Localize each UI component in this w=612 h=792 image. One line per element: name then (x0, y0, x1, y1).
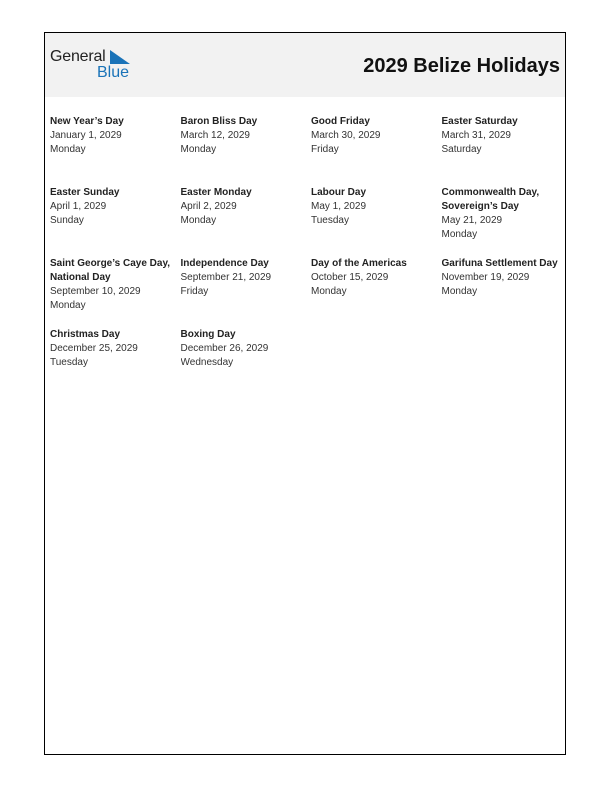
holiday-name: Saint George’s Caye Day, National Day (50, 258, 171, 283)
holiday-weekday: Friday (180, 286, 209, 297)
holiday-item (181, 115, 312, 186)
holiday-name: Easter Monday (180, 187, 252, 198)
holiday-item (50, 115, 181, 186)
holiday-item (311, 115, 442, 186)
page-header (45, 33, 565, 97)
holiday-weekday: Friday (311, 144, 339, 155)
holiday-grid (50, 115, 570, 399)
holiday-date: December 25, 2029 (50, 343, 138, 354)
holiday-date: November 19, 2029 (441, 272, 530, 283)
holiday-date: May 21, 2029 (441, 215, 503, 226)
holiday-name: Easter Saturday (441, 116, 518, 127)
holiday-item (442, 257, 570, 328)
holiday-item (311, 257, 442, 328)
holiday-name: Christmas Day (50, 329, 121, 340)
holiday-name: Day of the Americas (311, 258, 407, 269)
holiday-item (442, 186, 570, 257)
holiday-weekday: Monday (441, 229, 478, 240)
holiday-weekday: Tuesday (50, 357, 88, 368)
holiday-date: January 1, 2029 (50, 130, 122, 141)
holiday-weekday: Monday (311, 286, 347, 297)
holiday-date: April 1, 2029 (50, 201, 107, 212)
generalblue-logo (50, 48, 140, 84)
holiday-date: April 2, 2029 (180, 201, 237, 212)
holiday-weekday: Tuesday (311, 215, 349, 226)
logo-triangle-icon (110, 50, 130, 64)
holiday-item (181, 257, 312, 328)
holiday-item (442, 115, 570, 186)
holiday-weekday: Saturday (441, 144, 482, 155)
holiday-date: March 31, 2029 (441, 130, 511, 141)
holiday-name: Easter Sunday (50, 187, 120, 198)
holiday-date: May 1, 2029 (311, 201, 367, 212)
holiday-name: Garifuna Settlement Day (441, 258, 558, 269)
holiday-name: Commonwealth Day, Sovereign’s Day (441, 187, 540, 212)
holiday-date: March 12, 2029 (180, 130, 250, 141)
holiday-name: New Year’s Day (50, 116, 124, 127)
holiday-weekday: Monday (50, 300, 86, 311)
holiday-name: Baron Bliss Day (180, 116, 258, 127)
holiday-date: March 30, 2029 (311, 130, 381, 141)
holiday-item (50, 257, 181, 328)
logo-text-general: General (50, 48, 106, 65)
page-title: 2029 Belize Holidays (363, 55, 560, 77)
holiday-weekday: Monday (180, 215, 217, 226)
holiday-name: Independence Day (180, 258, 269, 269)
logo-text-blue: Blue (97, 64, 130, 81)
holiday-date: December 26, 2029 (180, 343, 269, 354)
holiday-weekday: Wednesday (180, 357, 234, 368)
holiday-item (50, 186, 181, 257)
holiday-weekday: Monday (441, 286, 478, 297)
holiday-name: Boxing Day (180, 329, 236, 340)
holiday-item (50, 328, 181, 399)
holiday-name: Labour Day (311, 187, 367, 198)
holiday-date: October 15, 2029 (311, 272, 389, 283)
holiday-item (311, 186, 442, 257)
holiday-date: September 10, 2029 (50, 286, 141, 297)
calendar-page (44, 32, 566, 755)
holiday-item (181, 186, 312, 257)
holiday-weekday: Monday (180, 144, 217, 155)
holiday-date: September 21, 2029 (180, 272, 272, 283)
holiday-weekday: Sunday (50, 215, 84, 226)
holiday-name: Good Friday (311, 116, 370, 127)
holiday-item (181, 328, 312, 399)
holiday-weekday: Monday (50, 144, 86, 155)
